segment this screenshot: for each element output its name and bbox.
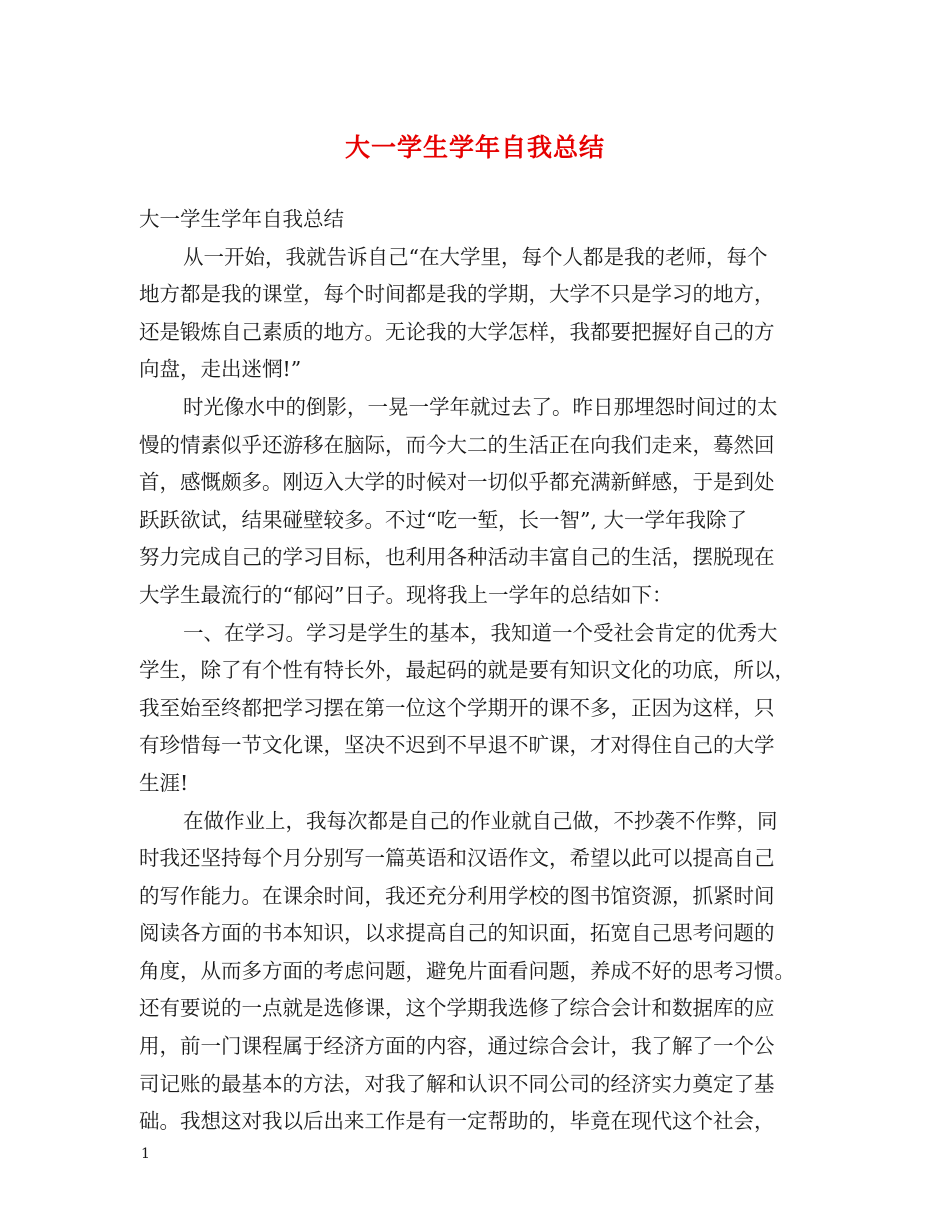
document-body: [139, 201, 829, 1141]
paragraph-line: 司记账的最基本的方法，对我了解和认识不同公司的经济实力奠定了基: [139, 1071, 775, 1096]
paragraph-line: 阅读各方面的书本知识，以求提高自己的知识面，拓宽自己思考问题的: [139, 921, 775, 946]
paragraph-line: 地方都是我的课堂，每个时间都是我的学期，大学不只是学习的地方，: [139, 282, 775, 307]
subtitle-line: 大一学生学年自我总结: [139, 207, 344, 231]
paragraph-line: 跃跃欲试，结果碰壁较多。不过“吃一堑，长一智”, 大一学年我除了: [139, 507, 747, 532]
paragraph-line: 时光像水中的倒影，一晃一学年就过去了。昨日那埋怨时间过的太: [183, 394, 778, 419]
paragraph-line: 我至始至终都把学习摆在第一位这个学期开的课不多，正因为这样，只: [139, 695, 775, 720]
paragraph-line: 一、在学习。学习是学生的基本，我知道一个受社会肯定的优秀大: [183, 620, 778, 645]
paragraph-line: 时我还坚持每个月分别写一篇英语和汉语作文，希望以此可以提高自己: [139, 846, 775, 871]
paragraph-line: 慢的情素似乎还游移在脑际，而今大二的生活正在向我们走来，蓦然回: [139, 432, 775, 457]
paragraph-line: 角度，从而多方面的考虑问题，避免片面看问题，养成不好的思考习惯。: [139, 958, 795, 983]
document-title: 大一学生学年自我总结: [344, 133, 605, 162]
page-number: 1: [141, 1146, 150, 1162]
paragraph-line: 学生，除了有个性有特长外，最起码的就是要有知识文化的功底，所以，: [139, 658, 795, 683]
paragraph-line: 向盘，走出迷惘!”: [139, 357, 302, 382]
paragraph-line: 有珍惜每一节文化课，坚决不迟到不早退不旷课，才对得住自己的大学: [139, 733, 775, 758]
paragraph-line: 用，前一门课程属于经济方面的内容，通过综合会计，我了解了一个公: [139, 1034, 775, 1059]
paragraph-line: 础。我想这对我以后出来工作是有一定帮助的，毕竟在现代这个社会，: [139, 1109, 775, 1134]
paragraph-line: 从一开始，我就告诉自己“在大学里，每个人都是我的老师，每个: [183, 244, 768, 269]
paragraph-line: 大学生最流行的“郁闷”日子。现将我上一学年的总结如下：: [139, 582, 673, 607]
paragraph-line: 在做作业上，我每次都是自己的作业就自己做，不抄袭不作弊，同: [183, 808, 778, 833]
paragraph-line: 的写作能力。在课余时间，我还充分利用学校的图书馆资源，抓紧时间: [139, 883, 775, 908]
paragraph-line: 还有要说的一点就是选修课，这个学期我选修了综合会计和数据库的应: [139, 996, 775, 1021]
paragraph-line: 首，感慨颇多。刚迈入大学的时候对一切似乎都充满新鲜感，于是到处: [139, 470, 775, 495]
paragraph-line: 还是锻炼自己素质的地方。无论我的大学怎样，我都要把握好自己的方: [139, 319, 775, 344]
paragraph-line: 努力完成自己的学习目标，也利用各种活动丰富自己的生活，摆脱现在: [139, 545, 775, 570]
paragraph-line: 生涯!: [139, 770, 189, 795]
